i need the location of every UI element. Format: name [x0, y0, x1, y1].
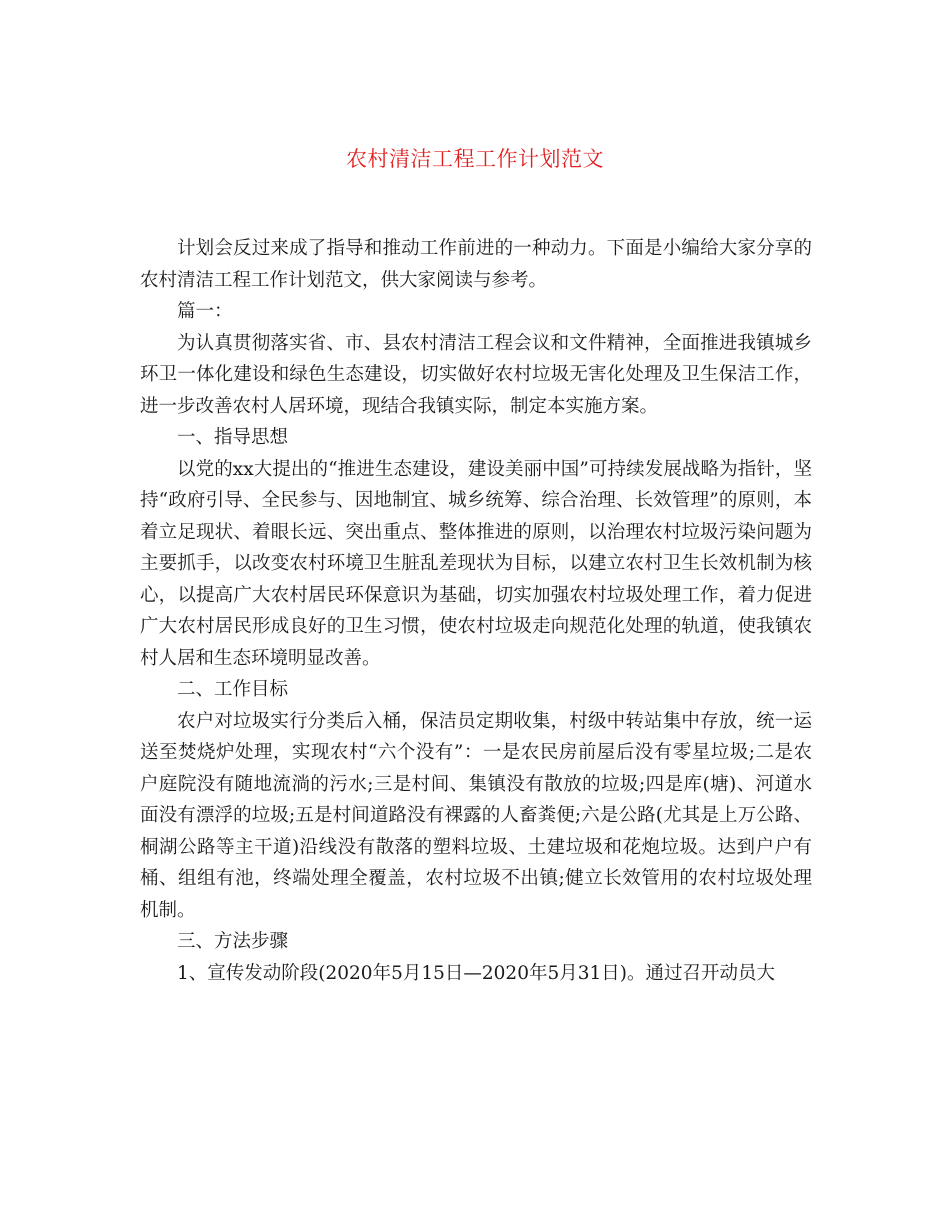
heading-work-goals: 二、工作目标 — [177, 679, 289, 700]
purpose-paragraph: 为认真贯彻落实省、市、县农村清洁工程会议和文件精神，全面推进我镇城乡环卫一体化建设和绿色生态建设，切实做好农村垃圾无害化处理及卫生保洁工作，进一步改善农村人居环境，现结合我镇实际，制定本实施方案。 — [140, 332, 812, 417]
guiding-ideology-paragraph: 以党的xx大提出的“推进生态建设，建设美丽中国”可持续发展战略为指针，坚持“政府引导、全民参与、因地制宜、城乡统筹、综合治理、长效管理”的原则，本着立足现状、着眼长远、突出重点、整体推进的原则，以治理农村垃圾污染问题为主要抓手，以改变农村环境卫生脏乱差现状为目标，以建立农村卫生长效机制为核心，以提高广大农村居民环保意识为基础，切实加强农村垃圾处理工作，着力促进广大农村居民形成良好的卫生习惯，使农村垃圾走向规范化处理的轨道，使我镇农村人居和生态环境明显改善。 — [140, 458, 812, 669]
heading-method-steps: 三、方法步骤 — [177, 931, 289, 952]
document-title: 农村清洁工程工作计划范文 — [346, 147, 604, 171]
work-goals-paragraph: 农户对垃圾实行分类后入桶，保洁员定期收集，村级中转站集中存放，统一运送至焚烧炉处理，实现农村“六个没有”：一是农民房前屋后没有零星垃圾;二是农户庭院没有随地流淌的污水;三是村间、集镇没有散放的垃圾;四是库(塘)、河道水面没有漂浮的垃圾;五是村间道路没有裸露的人畜粪便;六是公路(尤其是上万公路、桐湖公路等主干道)沿线没有散落的塑料垃圾、土建垃圾和花炮垃圾。达到户户有桶、组组有池，终端处理全覆盖，农村垃圾不出镇;健立长效管用的农村垃圾处理机制。 — [140, 710, 812, 921]
method-steps-paragraph: 1、宣传发动阶段(2020年5月15日—2020年5月31日)。通过召开动员大 — [177, 962, 775, 984]
intro-paragraph: 计划会反过来成了指导和推动工作前进的一种动力。下面是小编给大家分享的农村清洁工程工作计划范文，供大家阅读与参考。 — [140, 238, 812, 291]
heading-guiding-ideology: 一、指导思想 — [177, 427, 289, 448]
document-body — [140, 233, 812, 989]
section-label-part-one: 篇一： — [177, 301, 233, 322]
